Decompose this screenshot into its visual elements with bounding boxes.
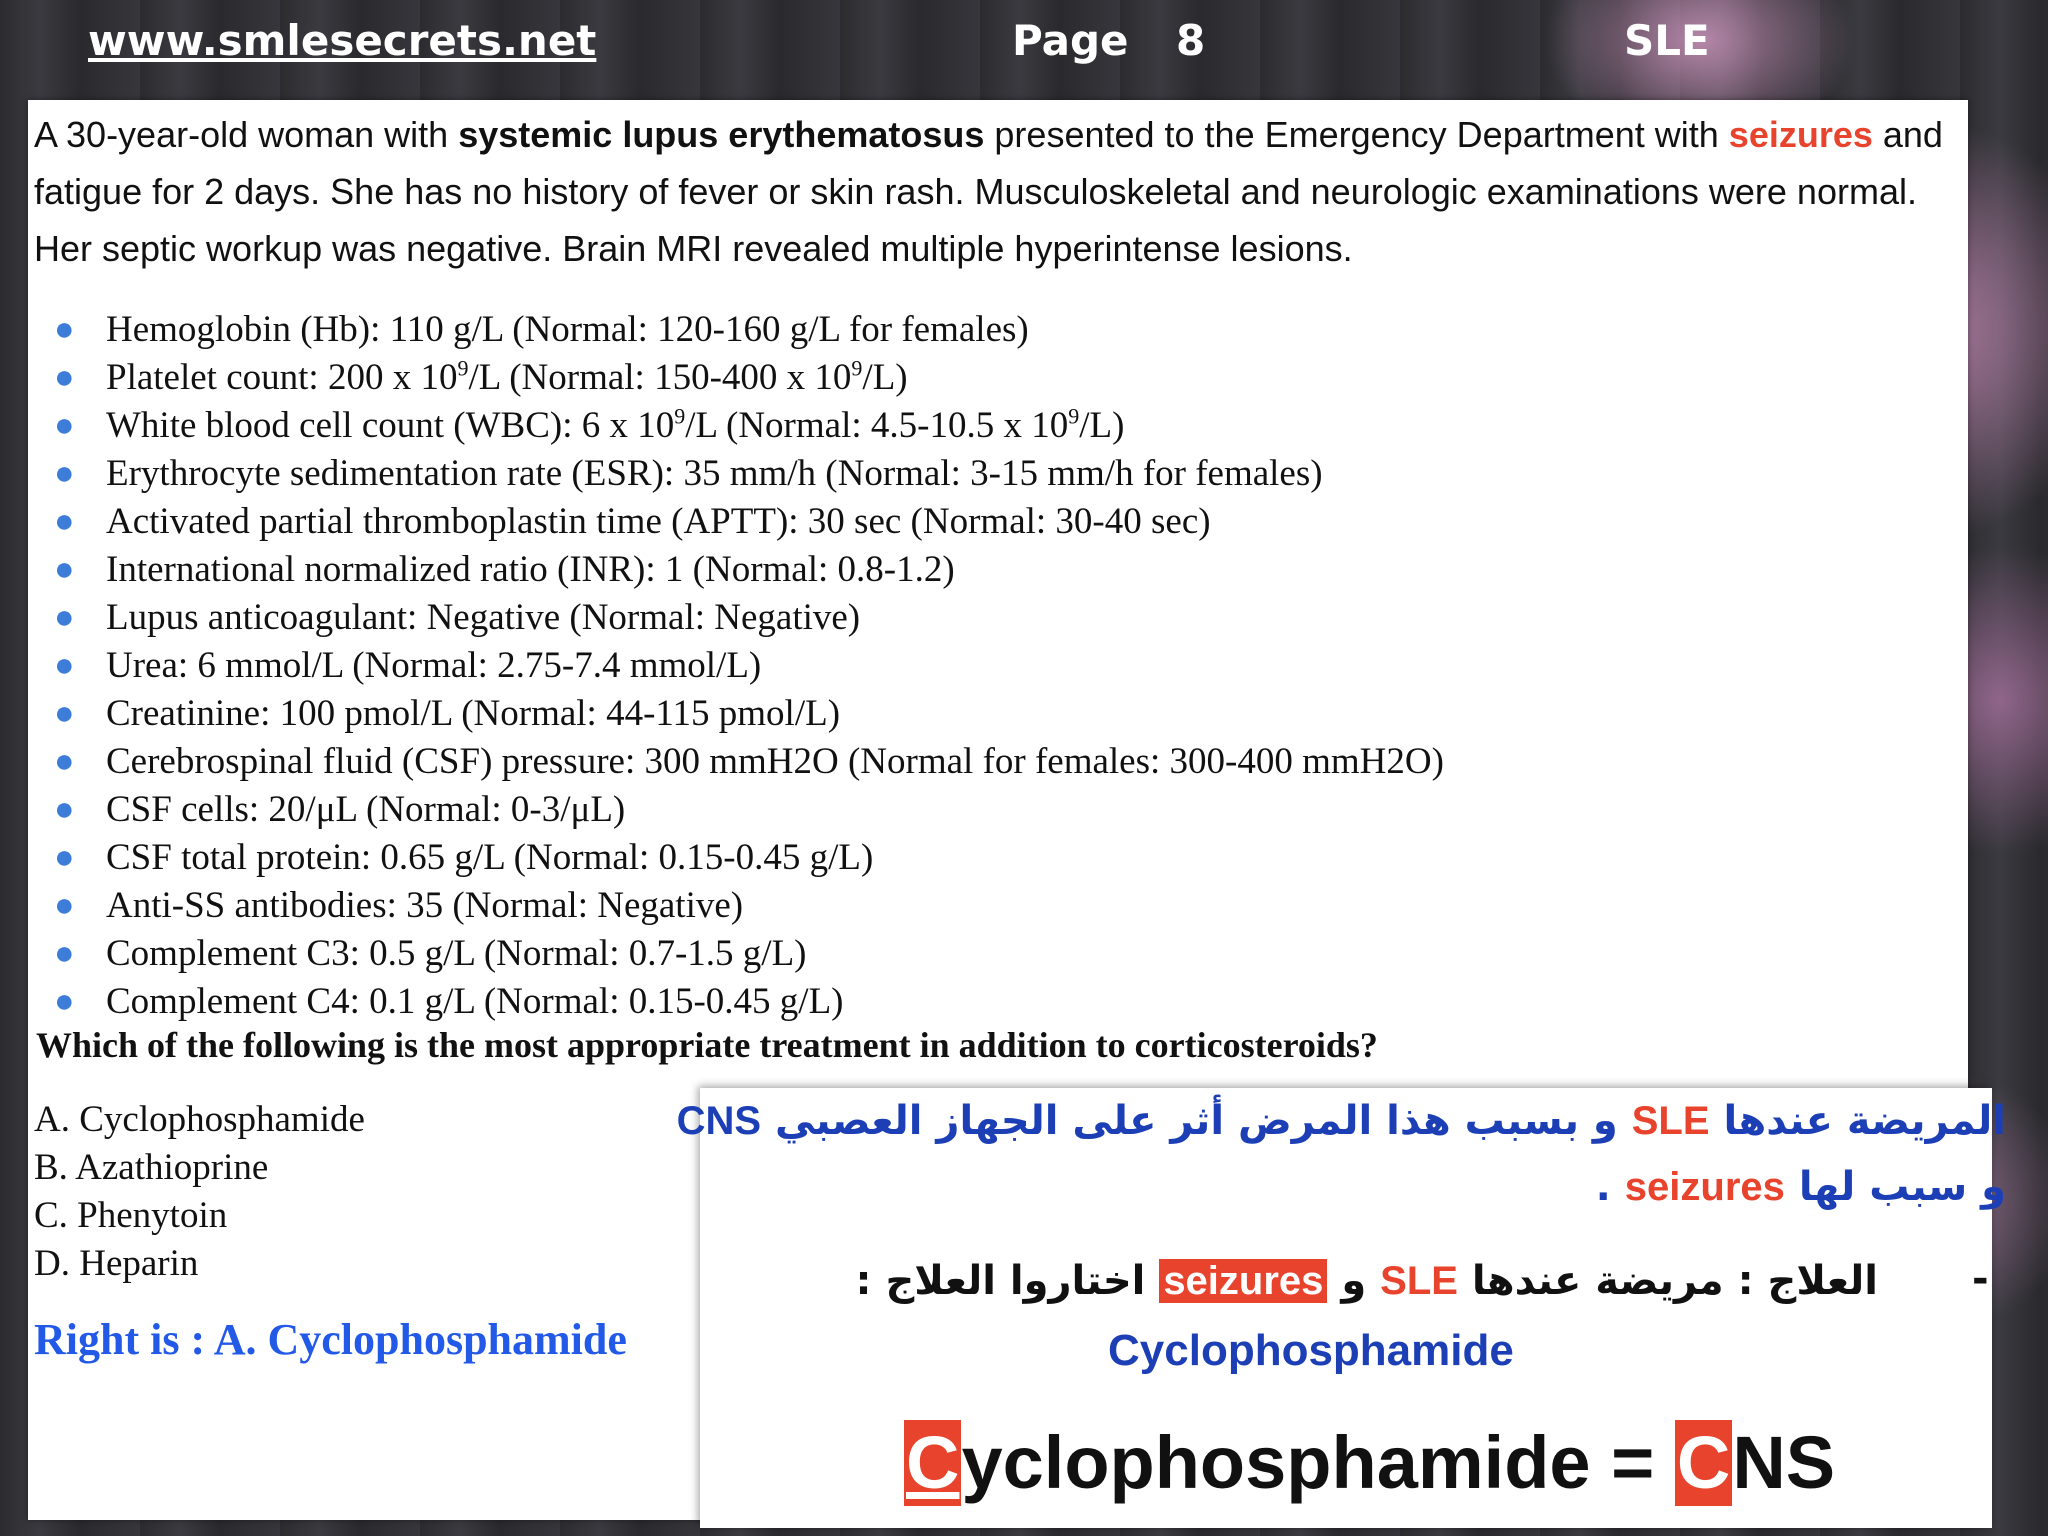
topic-label: SLE bbox=[1624, 16, 1710, 65]
lab-item: ● CSF cells: 20/μL (Normal: 0-3/μL) bbox=[54, 786, 1444, 834]
option-b[interactable]: B. Azathioprine bbox=[34, 1147, 269, 1188]
lab-item: ● Complement C4: 0.1 g/L (Normal: 0.15-0.45 g/L) bbox=[54, 978, 1444, 1026]
lab-item: ● Lupus anticoagulant: Negative (Normal: Negative) bbox=[54, 594, 1444, 642]
bullet-icon: ● bbox=[54, 983, 75, 1020]
stem-diagnosis: systemic lupus erythematosus bbox=[458, 114, 985, 155]
explanation-line-1: المريضة عندها SLE و بسبب هذا المرض أثر على الجهاز العصبي CNS bbox=[676, 1098, 2006, 1144]
option-c[interactable]: C. Phenytoin bbox=[34, 1195, 228, 1236]
treatment-name: Cyclophosphamide bbox=[1108, 1326, 1514, 1375]
header-bar bbox=[0, 0, 2048, 92]
bullet-icon: ● bbox=[54, 551, 75, 588]
lab-item: ● Complement C3: 0.5 g/L (Normal: 0.7-1.5 g/L) bbox=[54, 930, 1444, 978]
lab-item: ● Urea: 6 mmol/L (Normal: 2.75-7.4 mmol/L) bbox=[54, 642, 1444, 690]
bullet-icon: ● bbox=[54, 455, 75, 492]
stem-seizures: seizures bbox=[1728, 114, 1873, 155]
bullet-icon: ● bbox=[54, 503, 75, 540]
stem-text: and fatigue for 2 days. She has no history of fever or skin rash. Musculoskeletal and neurologic examinations were normal. Her septic workup was negative. Brain MRI revealed multiple hyperintense lesions. bbox=[34, 114, 1943, 269]
mnemonic-formula: Cyclophosphamide = CNS bbox=[906, 1421, 1836, 1504]
correct-answer: Right is : A. Cyclophosphamide bbox=[34, 1315, 627, 1364]
site-url[interactable]: www.smlesecrets.net bbox=[88, 16, 597, 65]
lab-results-list bbox=[54, 306, 1444, 1026]
bullet-icon: ● bbox=[54, 311, 75, 348]
bullet-icon: ● bbox=[54, 791, 75, 828]
stem-text: A 30-year-old woman with bbox=[34, 114, 459, 155]
option-d[interactable]: D. Heparin bbox=[34, 1243, 199, 1284]
lab-item: ● Creatinine: 100 pmol/L (Normal: 44-115 pmol/L) bbox=[54, 690, 1444, 738]
lab-item: ● Hemoglobin (Hb): 110 g/L (Normal: 120-160 g/L for females) bbox=[54, 306, 1444, 354]
bullet-icon: ● bbox=[54, 839, 75, 876]
lab-item: ● International normalized ratio (INR): 1 (Normal: 0.8-1.2) bbox=[54, 546, 1444, 594]
bullet-icon: ● bbox=[54, 647, 75, 684]
lab-item: ● White blood cell count (WBC): 6 x $10^9/L$ (Normal: 4.5-10.5 x $10^9/L$) bbox=[54, 402, 1444, 450]
explanation-line-2: و سبب لها seizures . bbox=[1595, 1164, 2006, 1210]
dash-marker: - bbox=[1972, 1256, 1989, 1302]
answer-options bbox=[34, 1096, 365, 1288]
bullet-icon: ● bbox=[54, 887, 75, 924]
stem-text: presented to the Emergency Department with bbox=[984, 114, 1729, 155]
option-a[interactable]: A. Cyclophosphamide bbox=[34, 1099, 365, 1140]
page-number: 8 bbox=[1176, 16, 1206, 65]
bullet-icon: ● bbox=[54, 359, 75, 396]
question-text: Which of the following is the most appropriate treatment in addition to corticosteroids? bbox=[36, 1025, 1378, 1065]
question-stem bbox=[34, 106, 1954, 277]
lab-item: ● Platelet count: 200 x $10^9/L$ (Normal: 150-400 x $10^9/L$) bbox=[54, 354, 1444, 402]
bullet-icon: ● bbox=[54, 695, 75, 732]
lab-item: ● Anti-SS antibodies: 35 (Normal: Negative) bbox=[54, 882, 1444, 930]
lab-item: ● Erythrocyte sedimentation rate (ESR): 35 mm/h (Normal: 3-15 mm/h for females) bbox=[54, 450, 1444, 498]
lab-item: ● CSF total protein: 0.65 g/L (Normal: 0.15-0.45 g/L) bbox=[54, 834, 1444, 882]
bullet-icon: ● bbox=[54, 407, 75, 444]
bullet-icon: ● bbox=[54, 935, 75, 972]
page-label: Page bbox=[1012, 16, 1129, 65]
explanation-line-3: العلاج : مريضة عندها SLE و seizures اختاروا العلاج : bbox=[855, 1258, 1878, 1304]
bullet-icon: ● bbox=[54, 599, 75, 636]
bullet-icon: ● bbox=[54, 743, 75, 780]
lab-item: ● Cerebrospinal fluid (CSF) pressure: 300 mmH2O (Normal for females: 300-400 mmH2O) bbox=[54, 738, 1444, 786]
lab-item: ● Activated partial thromboplastin time (APTT): 30 sec (Normal: 30-40 sec) bbox=[54, 498, 1444, 546]
